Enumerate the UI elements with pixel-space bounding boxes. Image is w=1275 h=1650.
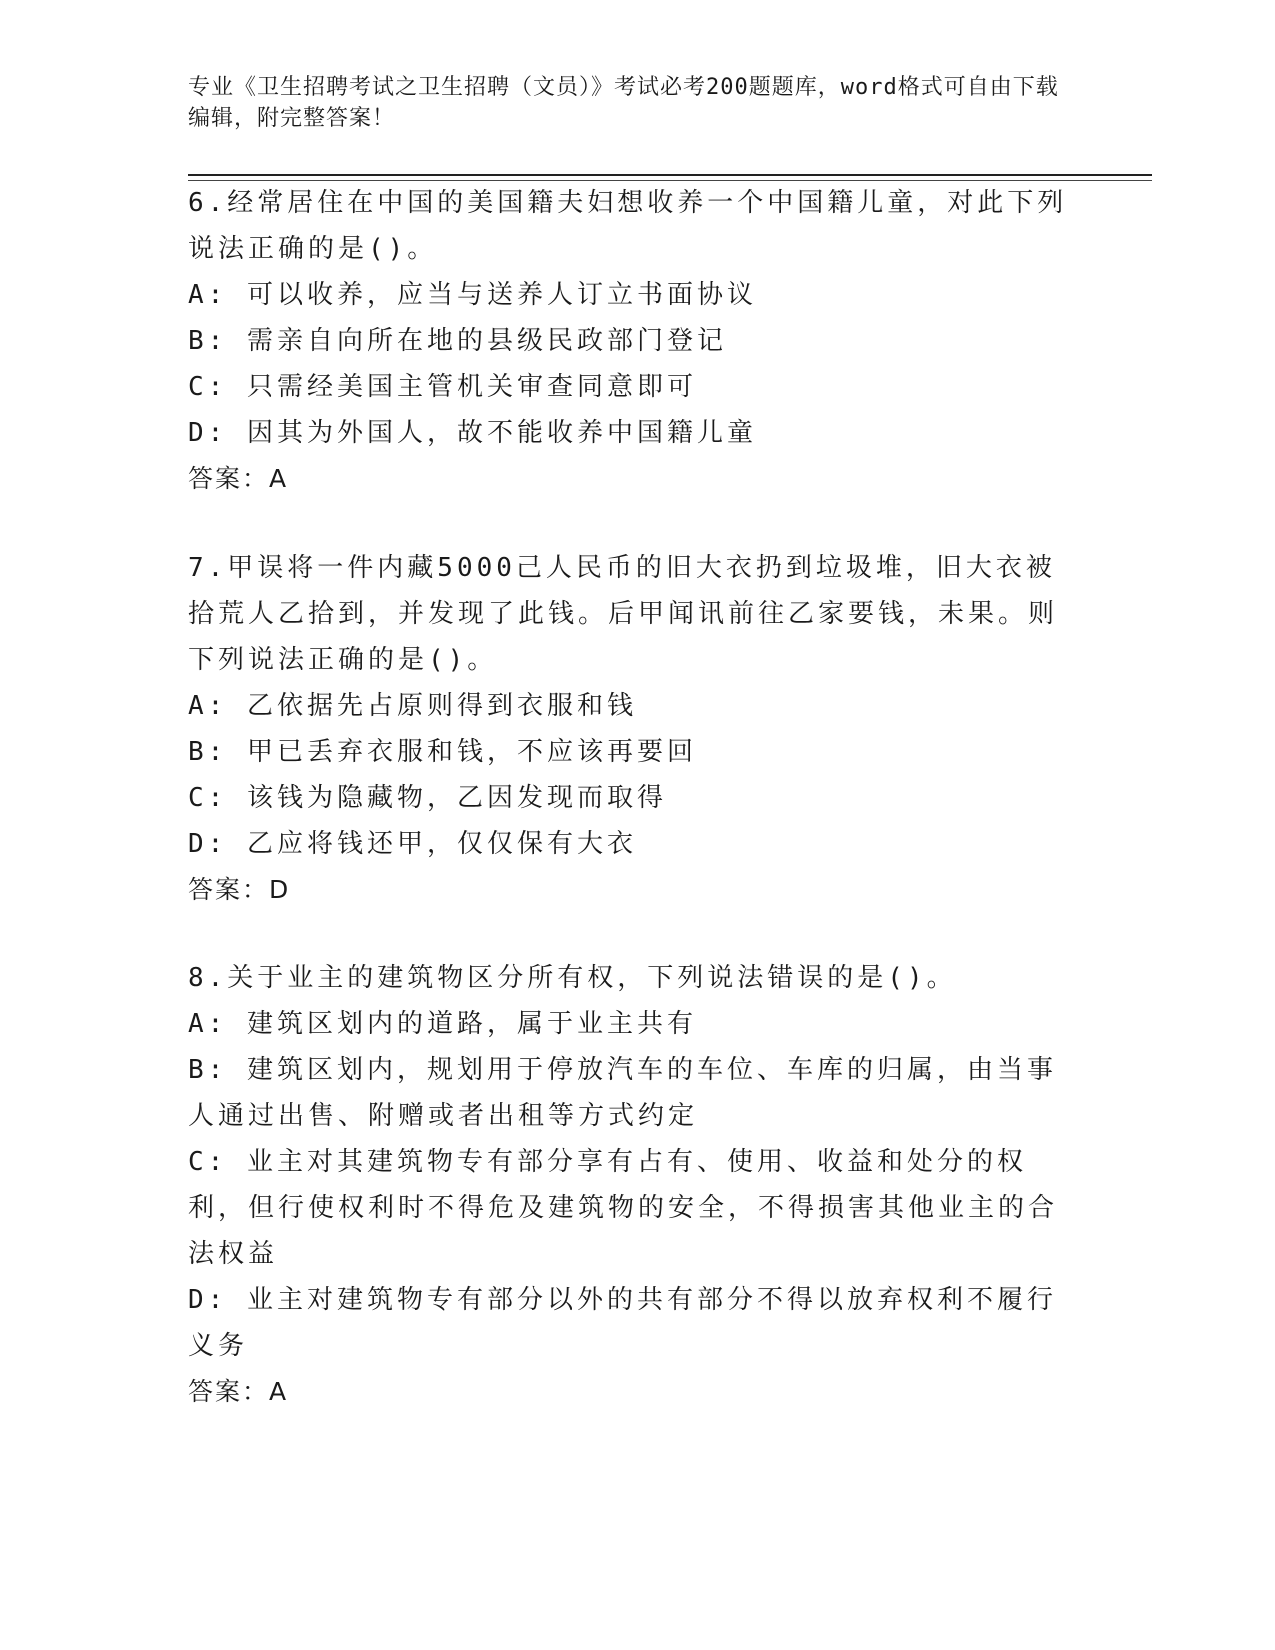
option-b: B: 建筑区划内，规划用于停放汽车的车位、车库的归属，由当事人通过出售、附赠或者出租等方式约定	[188, 1055, 1057, 1131]
answer-label: 答案：D	[188, 875, 291, 904]
question-7	[188, 545, 1068, 913]
option-b: B: 甲已丢弃衣服和钱，不应该再要回	[188, 737, 697, 767]
option-d: D: 乙应将钱还甲，仅仅保有大衣	[188, 829, 637, 859]
option-d: D: 因其为外国人，故不能收养中国籍儿童	[188, 418, 757, 448]
option-c: C: 业主对其建筑物专有部分享有占有、使用、收益和处分的权利，但行使权利时不得危及建筑物的安全，不得损害其他业主的合法权益	[188, 1147, 1059, 1269]
option-c: C: 只需经美国主管机关审查同意即可	[188, 372, 697, 402]
question-stem: 7.甲误将一件内藏5000己人民币的旧大衣扔到垃圾堆，旧大衣被拾荒人乙拾到，并发现了此钱。后甲闻讯前往乙家要钱，未果。则下列说法正确的是()。	[188, 553, 1059, 675]
question-stem: 8.关于业主的建筑物区分所有权，下列说法错误的是()。	[188, 963, 957, 993]
answer-label: 答案：A	[188, 1377, 289, 1406]
question-8	[188, 955, 1068, 1415]
answer-label: 答案：A	[188, 464, 289, 493]
header-divider-thick	[188, 174, 1152, 176]
option-a: A: 可以收养，应当与送养人订立书面协议	[188, 280, 757, 310]
option-a: A: 建筑区划内的道路，属于业主共有	[188, 1009, 697, 1039]
question-stem: 6.经常居住在中国的美国籍夫妇想收养一个中国籍儿童，对此下列说法正确的是()。	[188, 188, 1068, 264]
option-b: B: 需亲自向所在地的县级民政部门登记	[188, 326, 727, 356]
question-6	[188, 180, 1068, 502]
option-c: C: 该钱为隐藏物，乙因发现而取得	[188, 783, 667, 813]
document-header: 专业《卫生招聘考试之卫生招聘（文员）》考试必考200题题库，word格式可自由下载编辑，附完整答案！	[188, 75, 1059, 131]
option-a: A: 乙依据先占原则得到衣服和钱	[188, 691, 637, 721]
option-d: D: 业主对建筑物专有部分以外的共有部分不得以放弃权利不履行义务	[188, 1285, 1057, 1361]
